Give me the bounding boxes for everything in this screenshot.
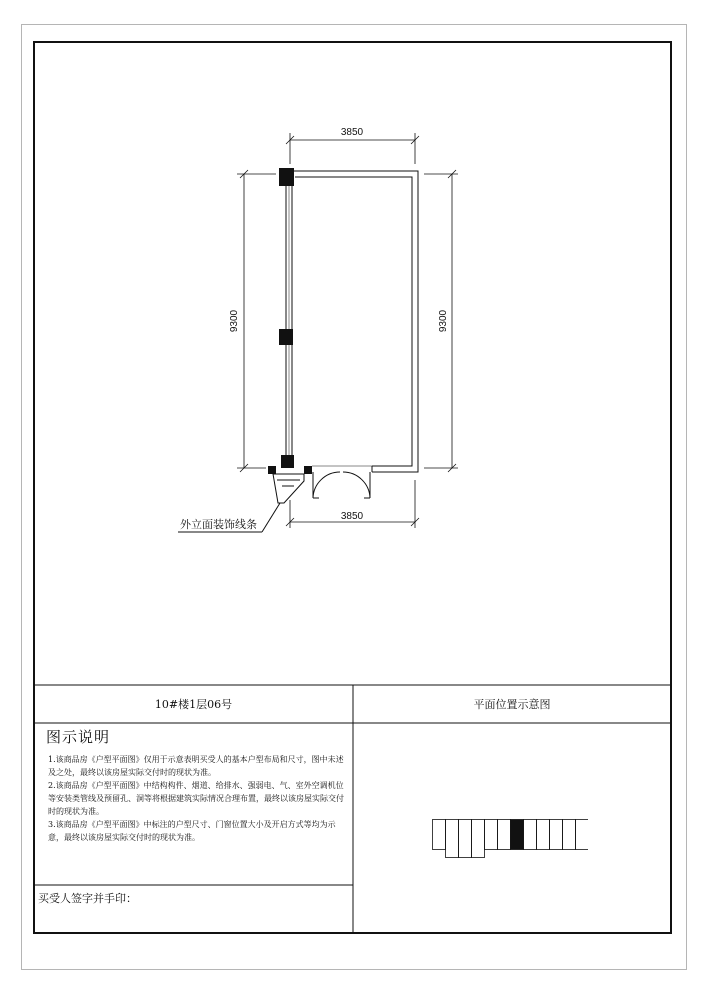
note-item: 1.该商品房《户型平面图》仅用于示意表明买受人的基本户型布局和尺寸，图中未述及之处，最终以该房屋实际交付时的现状为准。 [48,755,344,777]
minimap-unit [472,820,485,858]
minimap-unit [459,820,472,858]
minimap-unit [446,820,459,858]
minimap-unit [498,820,511,850]
minimap-unit-highlighted [511,820,524,850]
walls [286,171,418,472]
minimap-unit [576,820,589,850]
minimap-unit [537,820,550,850]
signature-label: 买受人签字并手印： [38,892,137,905]
entrance-door [313,472,370,498]
dimension-bottom: 3850 [340,511,364,522]
minimap-unit [563,820,576,850]
minimap-unit [550,820,563,850]
unit-number: 10#楼1层06号 [154,698,233,711]
note-item: 3.该商品房《户型平面图》中标注的户型尺寸、门窗位置大小及开启方式等均为示意，最终以该房屋实际交付时的现状为准。 [48,820,336,842]
minimap-unit [485,820,498,850]
minimap-unit [433,820,446,850]
location-minimap [432,819,588,861]
minimap-unit [524,820,537,850]
structural-columns [268,168,312,474]
notes-section [38,726,350,882]
facade-label: 外立面装饰线条 [180,518,257,531]
notes-title: 图示说明 [46,728,111,746]
note-item: 2.该商品房《户型平面图》中结构构件、烟道、给排水、强弱电、气、室外空调机位等安装类管线及预留孔、洞等将根据建筑实际情况合理布置，最终以该房屋实际交付时的现状为准。 [48,781,344,816]
location-title: 平面位置示意图 [473,698,551,711]
dimension-right: 9300 [438,309,449,333]
dimension-left: 9300 [229,309,240,333]
dimension-top: 3850 [340,127,364,138]
